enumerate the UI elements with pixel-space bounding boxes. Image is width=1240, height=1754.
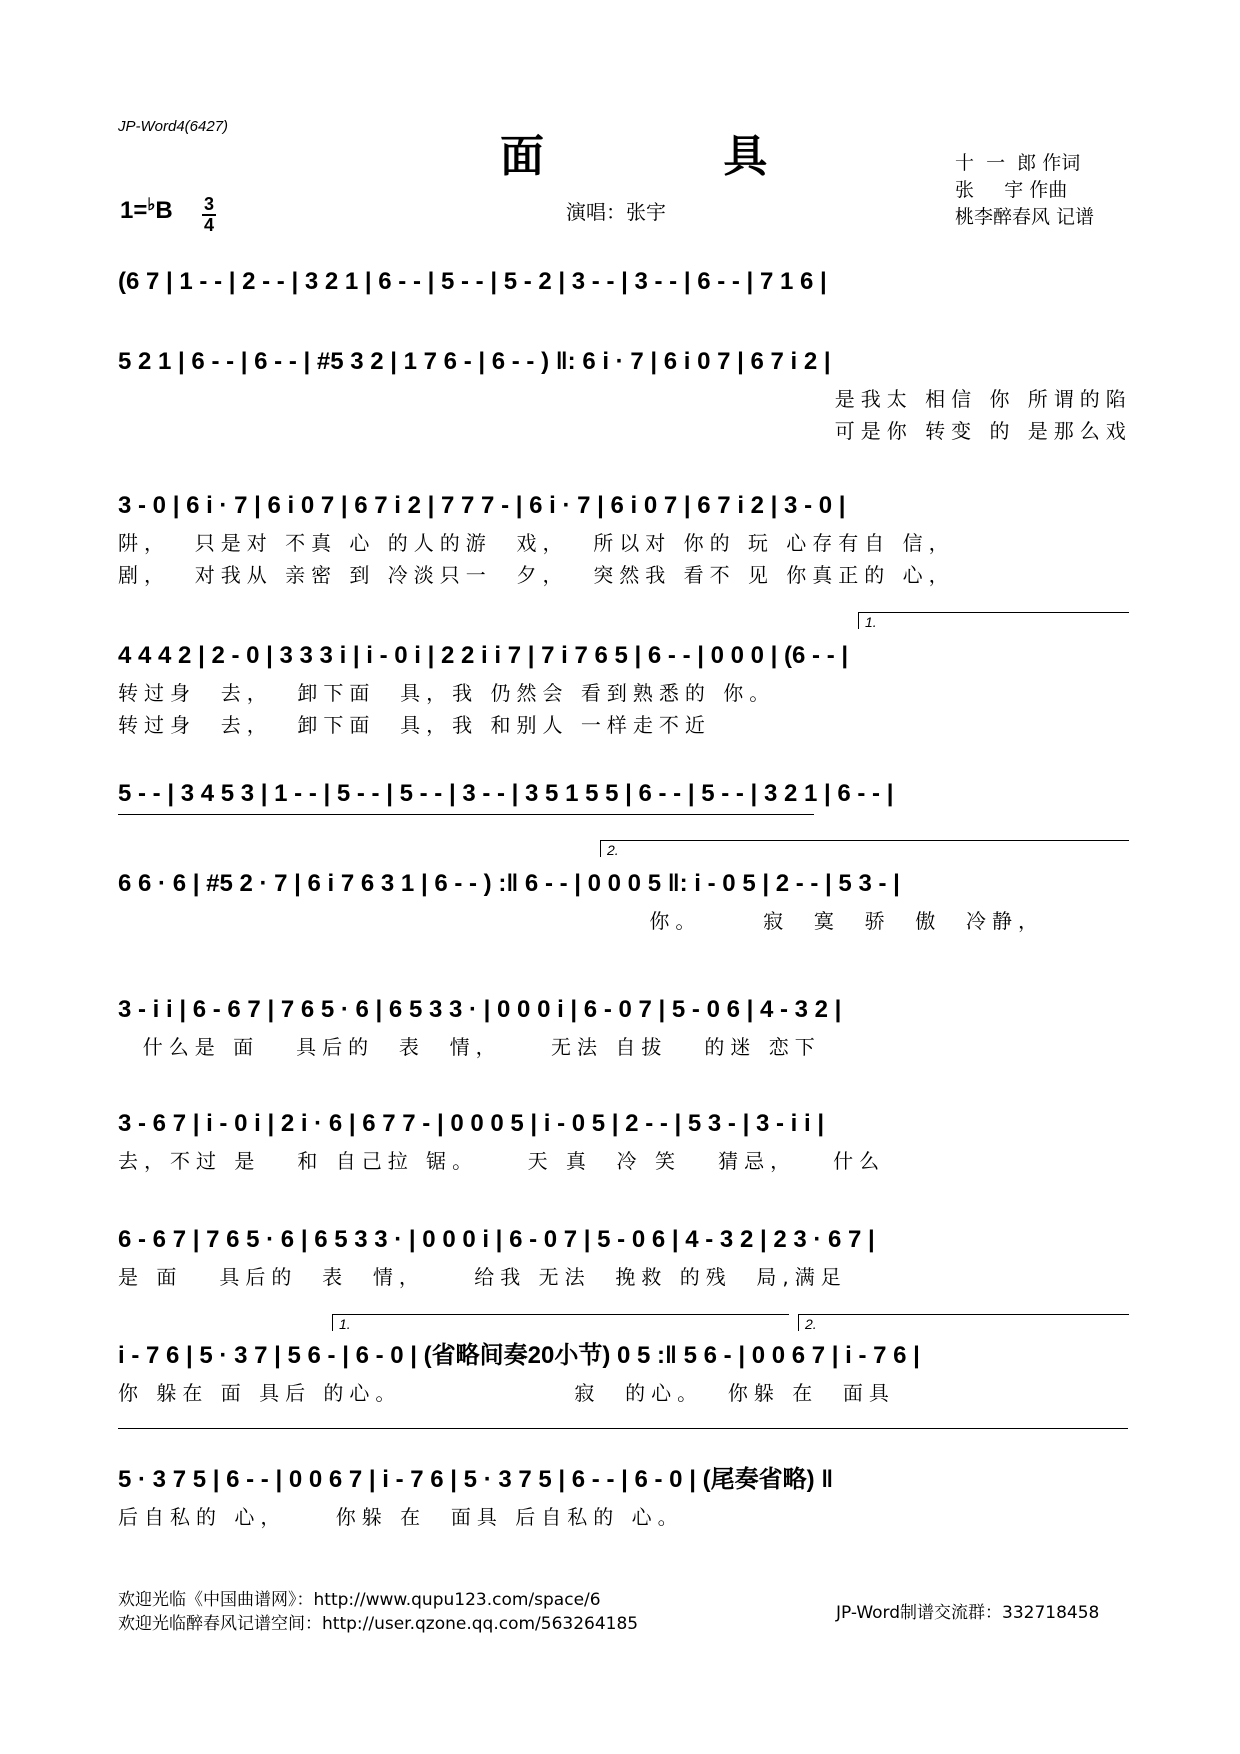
key-signature (120, 195, 173, 225)
software-label: JP-Word4(6427) (118, 118, 229, 135)
volta-label: 2. (607, 842, 619, 858)
footer-group-info: JP-Word制谱交流群：332718458 (836, 1603, 1100, 1623)
notation-line: 4 4 4 2 | 2 - 0 | 3 3 3 i | i - 0 i | 2 2 i i 7 | 7 i 7 6 5 | 6 - - | 0 0 0 | (6 - - | (118, 642, 849, 669)
lyric-verse-1: 去，不过 是 和 自己拉 锯。 天 真 冷 笑 猜忌， 什么 (118, 1149, 886, 1173)
notation-line: 6 - 6 7 | 7 6 5 · 6 | 6 5 3 3 · | 0 0 0 i | 6 - 0 7 | 5 - 0 6 | 4 - 3 2 | 2 3 · 6 7 | (118, 1226, 875, 1253)
key-note: B (155, 197, 173, 224)
lyric-verse-1: 你。 寂 寞 骄 傲 冷静， (118, 909, 1045, 933)
notation-line: 5 · 3 7 5 | 6 - - | 0 0 6 7 | i - 7 6 | 5 · 3 7 5 | 6 - - | 6 - 0 | (尾奏省略) ‖ (118, 1466, 834, 1493)
volta-bracket (332, 1314, 789, 1331)
time-signature (202, 196, 216, 234)
meter-top: 3 (203, 194, 214, 214)
lyric-verse-1: 转过身 去， 卸下面 具，我 仍然会 看到熟悉的 你。 (118, 681, 776, 705)
credits (955, 150, 1094, 231)
lyric-verse-1: 什么是 面 具后的 表 情， 无法 自拔 的迷 恋下 (118, 1035, 821, 1059)
flat-sign: ♭ (147, 195, 156, 214)
lyric-verse-1: 是我太 相信 你 所谓的陷 (118, 387, 1132, 411)
volta-label: 1. (339, 1316, 351, 1332)
notation-line: 5 - - | 3 4 5 3 | 1 - - | 5 - - | 5 - - | 3 - - | 3 5 1 5 5 | 6 - - | 5 - - | 3 2 1 | 6 - - | (118, 780, 894, 807)
lyric-verse-2: 可是你 转变 的 是那么戏 (118, 419, 1132, 443)
notation-line: 6 6 · 6 | #5 2 · 7 | 6 i 7 6 3 1 | 6 - - ) :‖ 6 - - | 0 0 0 5 ‖: i - 0 5 | 2 - - | 5 3 - | (118, 870, 900, 897)
lyric-verse-1: 你 躲在 面 具后 的心。 寂 的心。 你躲 在 面具 (118, 1381, 895, 1405)
footer-link-qzone[interactable]: 欢迎光临醉春风记谱空间：http://user.qzone.qq.com/563264185 (118, 1614, 639, 1634)
notation-line: (6 7 | 1 - - | 2 - - | 3 2 1 | 6 - - | 5 - - | 5 - 2 | 3 - - | 3 - - | 6 - - | 7 1 6 | (118, 268, 827, 295)
meter-bottom: 4 (203, 215, 214, 235)
volta-label: 1. (865, 614, 877, 630)
key-prefix: 1= (120, 197, 148, 224)
volta-bracket (858, 612, 1129, 629)
lyric-verse-1: 后自私的 心， 你躲 在 面具 后自私的 心。 (118, 1505, 684, 1529)
repeat-span-line (118, 1428, 1128, 1429)
lyric-verse-1: 是 面 具后的 表 情， 给我 无法 挽救 的残 局,满足 (118, 1265, 847, 1289)
volta-bracket (798, 1314, 1129, 1331)
lyricist-credit: 十 一 郎 作词 (955, 152, 1081, 174)
notation-line: 5 2 1 | 6 - - | 6 - - | #5 3 2 | 1 7 6 - | 6 - - ) ‖: 6 i · 7 | 6 i 0 7 | 6 7 i 2 | (118, 348, 831, 375)
notation-line: i - 7 6 | 5 · 3 7 | 5 6 - | 6 - 0 | (省略间奏20小节) 0 5 :‖ 5 6 - | 0 0 6 7 | i - 7 6 | (118, 1342, 920, 1369)
repeat-span-line (118, 814, 814, 815)
singer: 演唱：张宇 (566, 200, 666, 224)
notation-line: 3 - 0 | 6 i · 7 | 6 i 0 7 | 6 7 i 2 | 7 7 7 - | 6 i · 7 | 6 i 0 7 | 6 7 i 2 | 3 - 0 | (118, 492, 846, 519)
lyric-verse-1: 阱， 只是对 不真 心 的人的游 戏， 所以对 你的 玩 心存有自 信， (118, 531, 955, 555)
footer-link-qupu[interactable]: 欢迎光临《中国曲谱网》：http://www.qupu123.com/space/6 (118, 1590, 601, 1610)
lyric-verse-2: 转过身 去， 卸下面 具，我 和别人 一样走不近 (118, 713, 711, 737)
transcriber-credit: 桃李醉春风 记谱 (955, 206, 1095, 228)
lyric-verse-2: 剧， 对我从 亲密 到 冷淡只一 夕， 突然我 看不 见 你真正的 心， (118, 563, 955, 587)
composer-credit: 张 宇 作曲 (955, 179, 1068, 201)
song-title: 面 具 (500, 131, 850, 182)
volta-label: 2. (805, 1316, 817, 1332)
volta-bracket (600, 840, 1129, 857)
notation-line: 3 - 6 7 | i - 0 i | 2 i · 6 | 6 7 7 - | 0 0 0 5 | i - 0 5 | 2 - - | 5 3 - | 3 - i i | (118, 1110, 825, 1137)
footer-links (118, 1588, 638, 1636)
notation-line: 3 - i i | 6 - 6 7 | 7 6 5 · 6 | 6 5 3 3 · | 0 0 0 i | 6 - 0 7 | 5 - 0 6 | 4 - 3 2 | (118, 996, 842, 1023)
